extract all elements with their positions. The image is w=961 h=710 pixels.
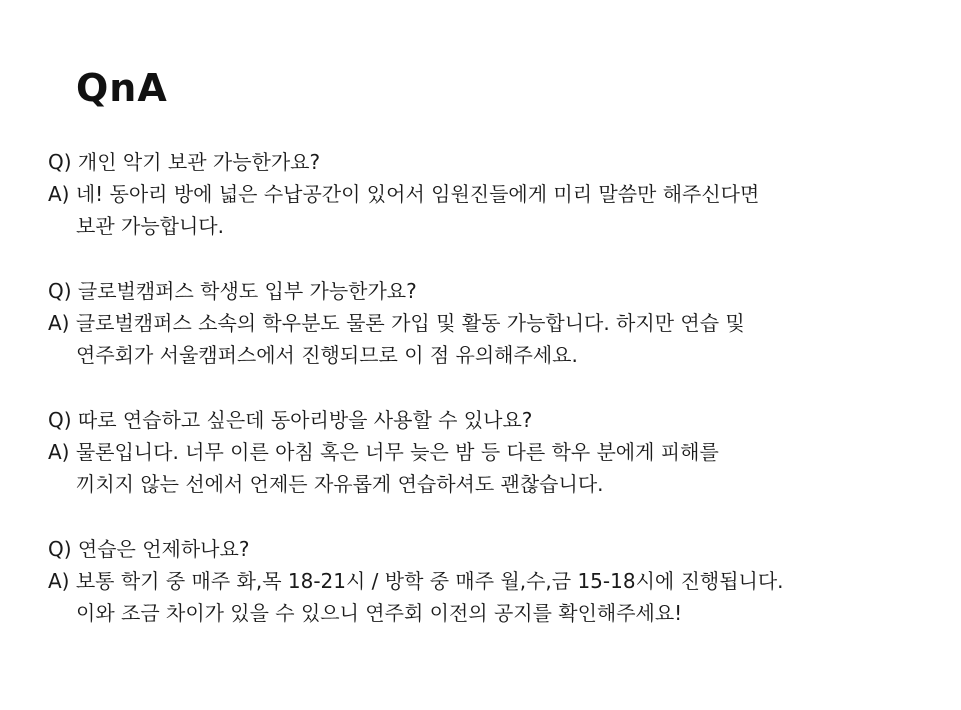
- answer-4-line-1: A) 보통 학기 중 매주 화,목 18-21시 / 방학 중 매주 월,수,금 15-18시에 진행됩니다.: [48, 569, 784, 593]
- answer-3-line-1: A) 물론입니다. 너무 이른 아침 혹은 너무 늦은 밤 등 다른 학우 분에게 피해를: [48, 440, 719, 464]
- question-1: Q) 개인 악기 보관 가능한가요?: [48, 150, 321, 174]
- qa-item-2: [48, 275, 928, 371]
- answer-4-line-2: 이와 조금 차이가 있을 수 있으니 연주회 이전의 공지를 확인해주세요!: [76, 601, 683, 625]
- question-2: Q) 글로벌캠퍼스 학생도 입부 가능한가요?: [48, 279, 417, 303]
- answer-1-line-1: A) 네! 동아리 방에 넓은 수납공간이 있어서 임원진들에게 미리 말씀만 해주신다면: [48, 182, 760, 206]
- question-4: Q) 연습은 언제하나요?: [48, 537, 250, 561]
- answer-1-line-2: 보관 가능합니다.: [76, 214, 224, 238]
- qa-item-3: [48, 404, 928, 500]
- page-title: QnA: [76, 66, 168, 110]
- qa-item-1: [48, 146, 928, 242]
- answer-3-line-2: 끼치지 않는 선에서 언제든 자유롭게 연습하셔도 괜찮습니다.: [76, 472, 604, 496]
- qa-item-4: [48, 533, 928, 629]
- answer-2-line-2: 연주회가 서울캠퍼스에서 진행되므로 이 점 유의해주세요.: [76, 343, 578, 367]
- answer-2-line-1: A) 글로벌캠퍼스 소속의 학우분도 물론 가입 및 활동 가능합니다. 하지만 연습 및: [48, 311, 745, 335]
- qa-list: [48, 146, 928, 662]
- question-3: Q) 따로 연습하고 싶은데 동아리방을 사용할 수 있나요?: [48, 408, 533, 432]
